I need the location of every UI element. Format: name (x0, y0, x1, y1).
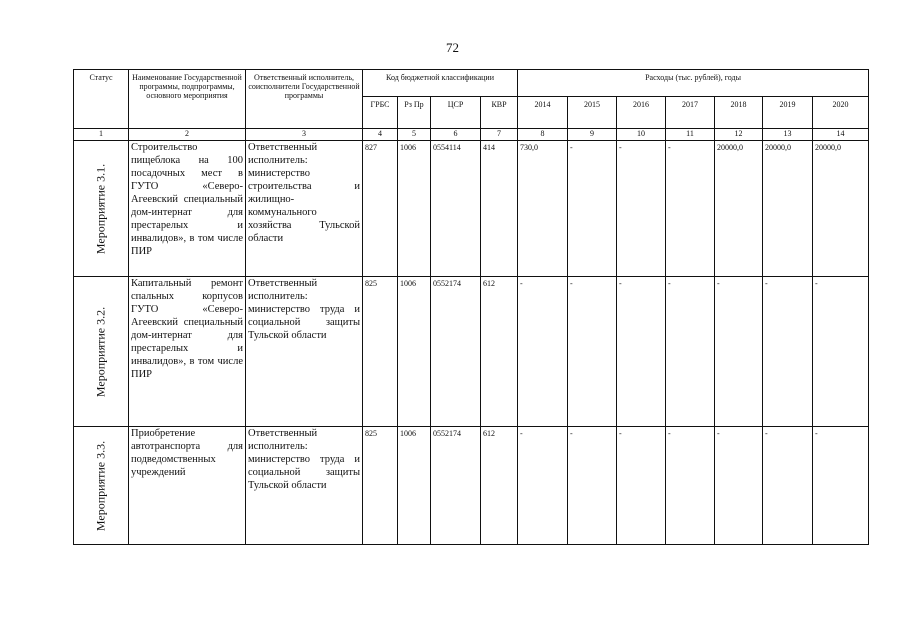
csr-cell: 0554114 (431, 141, 481, 277)
value-2014: - (518, 427, 568, 545)
status-cell (74, 427, 129, 545)
header-executor: Ответственный исполнитель, соисполнители Государственной программы (246, 70, 363, 129)
executor-cell: Ответственный исполнитель: министерство строительства и жилищно-коммунального хозяйства Тульской области (246, 141, 363, 277)
csr-cell: 0552174 (431, 277, 481, 427)
grbs-cell: 825 (363, 277, 398, 427)
column-number-row (74, 129, 869, 141)
kvr-cell: 414 (481, 141, 518, 277)
value-2019: - (763, 277, 813, 427)
value-2014: 730,0 (518, 141, 568, 277)
column-number: 10 (617, 129, 666, 141)
table-row (74, 141, 869, 277)
rzpr-cell: 1006 (398, 427, 431, 545)
column-number: 6 (431, 129, 481, 141)
column-number: 3 (246, 129, 363, 141)
value-2018: - (715, 427, 763, 545)
executor-cell: Ответственный исполнитель: министерство труда и социальной защиты Тульской области (246, 277, 363, 427)
value-2019: 20000,0 (763, 141, 813, 277)
column-number: 11 (666, 129, 715, 141)
value-2018: 20000,0 (715, 141, 763, 277)
value-2017: - (666, 141, 715, 277)
value-2015: - (568, 141, 617, 277)
header-expenses: Расходы (тыс. рублей), годы (518, 70, 869, 97)
status-label: Мероприятие 3.3. (93, 440, 108, 531)
column-number: 1 (74, 129, 129, 141)
value-2017: - (666, 277, 715, 427)
value-2015: - (568, 427, 617, 545)
name-cell: Капитальный ремонт спальных корпусов ГУТО «Северо-Агеевский специальный дом-интернат для престарелых и инвалидов», в том числе ПИР (129, 277, 246, 427)
value-2015: - (568, 277, 617, 427)
column-number: 7 (481, 129, 518, 141)
header-grbs: ГРБС (363, 97, 398, 129)
header-year-2016: 2016 (617, 97, 666, 129)
header-year-2018: 2018 (715, 97, 763, 129)
column-number: 4 (363, 129, 398, 141)
column-number: 12 (715, 129, 763, 141)
name-cell: Приобретение автотранспорта для подведомственных учреждений (129, 427, 246, 545)
column-number: 14 (813, 129, 869, 141)
status-cell (74, 277, 129, 427)
header-csr: ЦСР (431, 97, 481, 129)
header-year-2020: 2020 (813, 97, 869, 129)
header-year-2019: 2019 (763, 97, 813, 129)
csr-cell: 0552174 (431, 427, 481, 545)
status-label: Мероприятие 3.1. (93, 163, 108, 254)
table-row (74, 427, 869, 545)
column-number: 13 (763, 129, 813, 141)
name-cell: Строительство пищеблока на 100 посадочных мест в ГУТО «Северо-Агеевский специальный дом-интернат для престарелых и инвалидов», в том числе ПИР (129, 141, 246, 277)
table-row (74, 277, 869, 427)
header-status: Статус (74, 70, 129, 129)
header-name: Наименование Государственной программы, подпрограммы, основного мероприятия (129, 70, 246, 129)
value-2014: - (518, 277, 568, 427)
kvr-cell: 612 (481, 427, 518, 545)
value-2016: - (617, 141, 666, 277)
value-2019: - (763, 427, 813, 545)
status-label: Мероприятие 3.2. (93, 306, 108, 397)
value-2020: - (813, 277, 869, 427)
header-rzpr: Рз Пр (398, 97, 431, 129)
value-2016: - (617, 427, 666, 545)
grbs-cell: 827 (363, 141, 398, 277)
header-year-2015: 2015 (568, 97, 617, 129)
header-year-2017: 2017 (666, 97, 715, 129)
kvr-cell: 612 (481, 277, 518, 427)
value-2017: - (666, 427, 715, 545)
header-budget-code: Код бюджетной классификации (363, 70, 518, 97)
status-cell (74, 141, 129, 277)
rzpr-cell: 1006 (398, 277, 431, 427)
header-row-1 (74, 70, 869, 97)
column-number: 2 (129, 129, 246, 141)
header-year-2014: 2014 (518, 97, 568, 129)
value-2020: 20000,0 (813, 141, 869, 277)
executor-cell: Ответственный исполнитель: министерство труда и социальной защиты Тульской области (246, 427, 363, 545)
column-number: 9 (568, 129, 617, 141)
header-kvr: КВР (481, 97, 518, 129)
rzpr-cell: 1006 (398, 141, 431, 277)
budget-table (73, 69, 869, 545)
value-2020: - (813, 427, 869, 545)
page-number: 72 (446, 40, 459, 55)
grbs-cell: 825 (363, 427, 398, 545)
value-2018: - (715, 277, 763, 427)
column-number: 8 (518, 129, 568, 141)
column-number: 5 (398, 129, 431, 141)
value-2016: - (617, 277, 666, 427)
